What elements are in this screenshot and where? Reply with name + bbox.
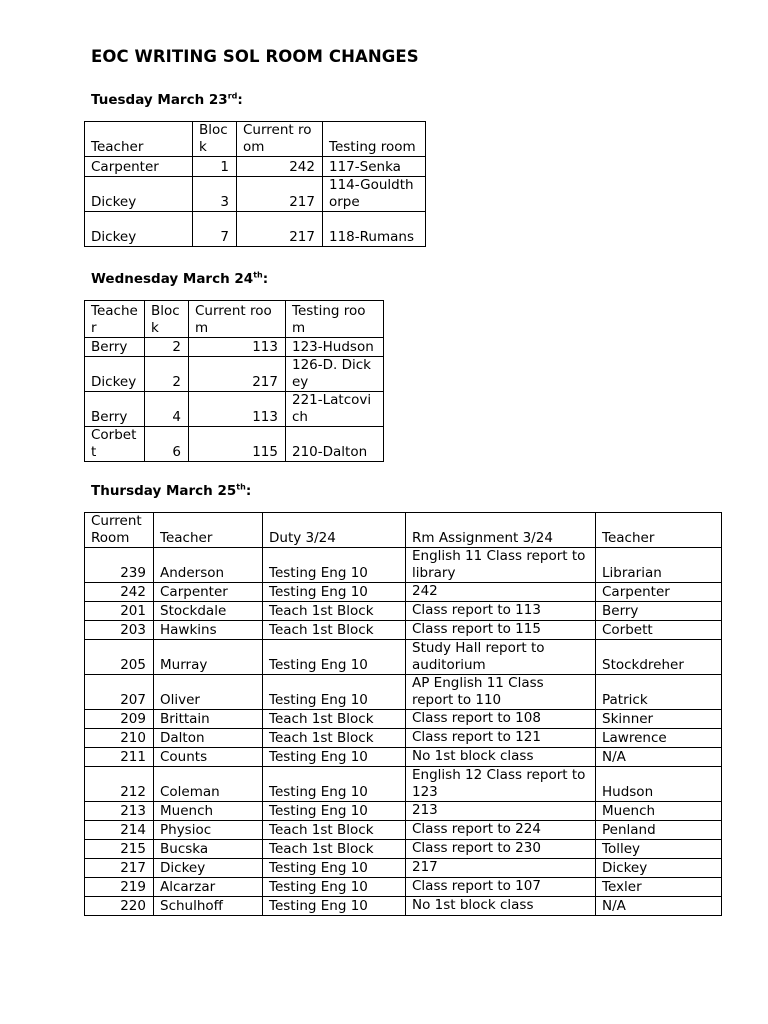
table-cell: 211	[85, 748, 154, 767]
table-cell: Brittain	[154, 710, 263, 729]
table-row	[85, 212, 426, 247]
table-cell: 6	[145, 427, 189, 462]
table-cell: 219	[85, 878, 154, 897]
table-cell: Testing Eng 10	[263, 802, 406, 821]
header-row	[85, 122, 426, 157]
table-cell: 213	[406, 802, 596, 821]
table-row	[85, 767, 722, 802]
table-cell: Berry	[85, 392, 145, 427]
table-row	[85, 840, 722, 859]
column-header: Teacher	[85, 301, 145, 338]
table-cell: N/A	[596, 748, 722, 767]
table-row	[85, 729, 722, 748]
wednesday-heading-suffix: :	[262, 271, 269, 287]
table-row	[85, 878, 722, 897]
thursday-table	[84, 512, 722, 916]
table-cell: 1	[193, 157, 237, 177]
table-cell: Teach 1st Block	[263, 602, 406, 621]
table-cell: 207	[85, 675, 154, 710]
table-cell: Class report to 230	[406, 840, 596, 859]
table-cell: AP English 11 Class report to 110	[406, 675, 596, 710]
column-header: Block	[193, 122, 237, 157]
table-cell: Coleman	[154, 767, 263, 802]
table-row	[85, 859, 722, 878]
table-row	[85, 821, 722, 840]
table-cell: N/A	[596, 897, 722, 916]
table-cell: Testing Eng 10	[263, 767, 406, 802]
page-title: EOC WRITING SOL ROOM CHANGES	[91, 47, 419, 66]
column-header: Current Room	[85, 513, 154, 548]
tuesday-table	[84, 121, 426, 247]
table-cell: Class report to 224	[406, 821, 596, 840]
table-cell: Berry	[85, 338, 145, 357]
table-cell: 2	[145, 357, 189, 392]
table-cell: Physioc	[154, 821, 263, 840]
table-cell: 213	[85, 802, 154, 821]
table-cell: English 11 Class report to library	[406, 548, 596, 583]
table-cell: No 1st block class	[406, 748, 596, 767]
table-cell: Texler	[596, 878, 722, 897]
table-cell: Teach 1st Block	[263, 840, 406, 859]
table-cell: Tolley	[596, 840, 722, 859]
table-cell: Berry	[596, 602, 722, 621]
table-cell: Skinner	[596, 710, 722, 729]
column-header: Duty 3/24	[263, 513, 406, 548]
table-cell: Teach 1st Block	[263, 821, 406, 840]
table-cell: Teach 1st Block	[263, 710, 406, 729]
table-cell: 217	[85, 859, 154, 878]
table-cell: Dickey	[154, 859, 263, 878]
table-cell: Counts	[154, 748, 263, 767]
table-row	[85, 640, 722, 675]
table-cell: 214	[85, 821, 154, 840]
table-cell: 212	[85, 767, 154, 802]
table-cell: Class report to 113	[406, 602, 596, 621]
table-cell: Testing Eng 10	[263, 583, 406, 602]
table-row	[85, 357, 384, 392]
column-header: Teacher	[596, 513, 722, 548]
table-cell: 3	[193, 177, 237, 212]
table-cell: Lawrence	[596, 729, 722, 748]
wednesday-heading	[91, 271, 268, 287]
table-cell: Class report to 107	[406, 878, 596, 897]
table-cell: 217	[189, 357, 286, 392]
table-cell: Carpenter	[596, 583, 722, 602]
column-header: Current room	[189, 301, 286, 338]
table-cell: Testing Eng 10	[263, 548, 406, 583]
tuesday-heading-suffix: :	[237, 92, 243, 108]
table-cell: 123-Hudson	[286, 338, 384, 357]
table-cell: 203	[85, 621, 154, 640]
table-cell: Alcarzar	[154, 878, 263, 897]
table-cell: Muench	[154, 802, 263, 821]
table-row	[85, 897, 722, 916]
table-cell: Stockdale	[154, 602, 263, 621]
table-row	[85, 392, 384, 427]
table-cell: Schulhoff	[154, 897, 263, 916]
column-header: Teacher	[154, 513, 263, 548]
table-cell: Dickey	[85, 212, 193, 247]
table-cell: 115	[189, 427, 286, 462]
table-cell: Librarian	[596, 548, 722, 583]
table-cell: 2	[145, 338, 189, 357]
table-row	[85, 177, 426, 212]
table-cell: Dalton	[154, 729, 263, 748]
table-cell: 201	[85, 602, 154, 621]
table-cell: Corbett	[596, 621, 722, 640]
table-cell: 215	[85, 840, 154, 859]
table-cell: 217	[237, 212, 323, 247]
table-cell: 242	[406, 583, 596, 602]
table-cell: 4	[145, 392, 189, 427]
header-row	[85, 301, 384, 338]
column-header: Teacher	[85, 122, 193, 157]
column-header: Testing room	[323, 122, 426, 157]
table-cell: Muench	[596, 802, 722, 821]
table-cell: 242	[85, 583, 154, 602]
table-cell: 205	[85, 640, 154, 675]
table-cell: Carpenter	[85, 157, 193, 177]
table-cell: Oliver	[154, 675, 263, 710]
table-cell: 7	[193, 212, 237, 247]
table-row	[85, 338, 384, 357]
table-cell: 210	[85, 729, 154, 748]
table-row	[85, 748, 722, 767]
table-row	[85, 710, 722, 729]
thursday-heading-suffix: :	[245, 483, 252, 499]
table-cell: Testing Eng 10	[263, 748, 406, 767]
table-cell: 209	[85, 710, 154, 729]
table-cell: Stockdreher	[596, 640, 722, 675]
header-row	[85, 513, 722, 548]
table-cell: Dickey	[85, 357, 145, 392]
table-cell: 126-D. Dickey	[286, 357, 384, 392]
table-row	[85, 583, 722, 602]
table-row	[85, 427, 384, 462]
column-header: Testing room	[286, 301, 384, 338]
table-cell: Class report to 108	[406, 710, 596, 729]
table-cell: No 1st block class	[406, 897, 596, 916]
table-row	[85, 602, 722, 621]
table-row	[85, 157, 426, 177]
table-cell: Testing Eng 10	[263, 878, 406, 897]
table-cell: 217	[237, 177, 323, 212]
table-cell: Teach 1st Block	[263, 729, 406, 748]
table-row	[85, 621, 722, 640]
table-cell: 239	[85, 548, 154, 583]
table-cell: English 12 Class report to 123	[406, 767, 596, 802]
table-cell: Testing Eng 10	[263, 640, 406, 675]
table-cell: Testing Eng 10	[263, 675, 406, 710]
table-cell: Murray	[154, 640, 263, 675]
table-cell: Penland	[596, 821, 722, 840]
table-cell: 118-Rumans	[323, 212, 426, 247]
thursday-heading-text: Thursday March 25	[91, 483, 237, 499]
tuesday-heading-text: Tuesday March 23	[91, 92, 228, 108]
column-header: Block	[145, 301, 189, 338]
tuesday-heading-sup: rd	[227, 91, 238, 101]
table-cell: Teach 1st Block	[263, 621, 406, 640]
table-cell: Hawkins	[154, 621, 263, 640]
column-header: Rm Assignment 3/24	[406, 513, 596, 548]
table-cell: Testing Eng 10	[263, 897, 406, 916]
thursday-heading	[91, 483, 251, 499]
table-cell: Patrick	[596, 675, 722, 710]
table-cell: Carpenter	[154, 583, 263, 602]
tuesday-heading	[91, 92, 243, 108]
table-cell: Class report to 115	[406, 621, 596, 640]
table-cell: Dickey	[85, 177, 193, 212]
table-cell: Bucska	[154, 840, 263, 859]
table-row	[85, 802, 722, 821]
table-cell: 113	[189, 392, 286, 427]
wednesday-table	[84, 300, 384, 462]
table-cell: Corbett	[85, 427, 145, 462]
table-cell: 217	[406, 859, 596, 878]
thursday-heading-sup: th	[236, 482, 246, 492]
table-cell: 221-Latcovich	[286, 392, 384, 427]
column-header: Current room	[237, 122, 323, 157]
table-cell: Anderson	[154, 548, 263, 583]
table-cell: Dickey	[596, 859, 722, 878]
table-row	[85, 675, 722, 710]
table-cell: 242	[237, 157, 323, 177]
table-cell: Hudson	[596, 767, 722, 802]
wednesday-heading-text: Wednesday March 24	[91, 271, 254, 287]
wednesday-heading-sup: th	[253, 270, 263, 280]
table-cell: 114-Gouldthorpe	[323, 177, 426, 212]
table-cell: Class report to 121	[406, 729, 596, 748]
table-cell: 113	[189, 338, 286, 357]
table-cell: 220	[85, 897, 154, 916]
table-cell: 210-Dalton	[286, 427, 384, 462]
table-cell: Testing Eng 10	[263, 859, 406, 878]
table-cell: Study Hall report to auditorium	[406, 640, 596, 675]
table-row	[85, 548, 722, 583]
table-cell: 117-Senka	[323, 157, 426, 177]
